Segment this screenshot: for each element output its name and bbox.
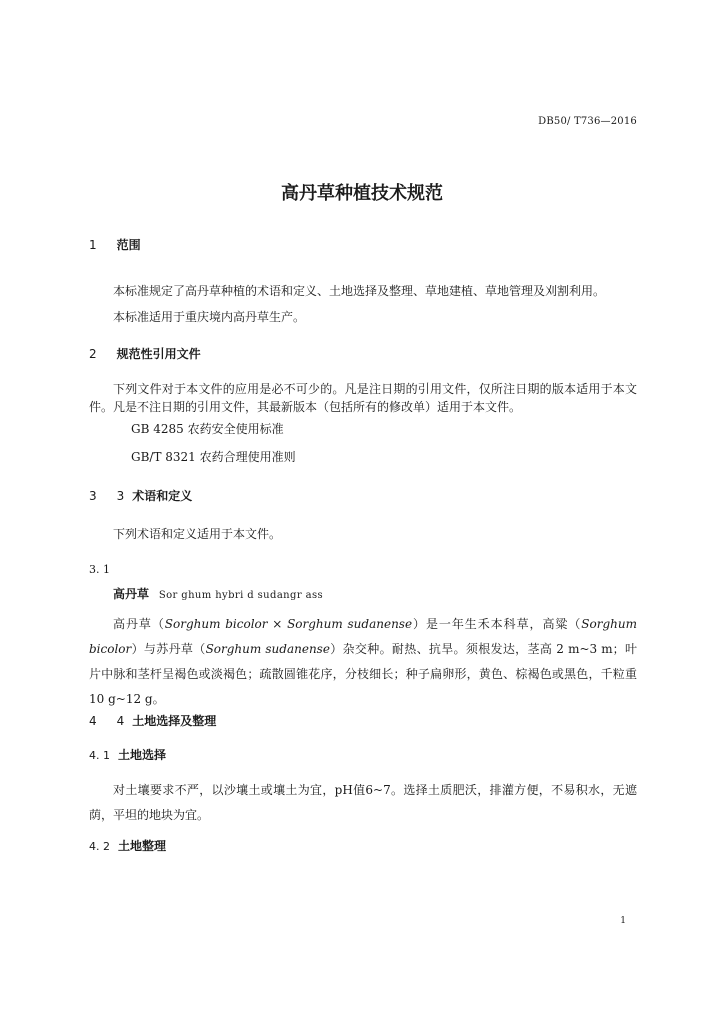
- section-number: 4: [89, 714, 97, 728]
- def-text-1: 高丹草（: [113, 617, 165, 631]
- section-4-heading: [89, 712, 216, 729]
- standard-code: DB50/ T736—2016: [538, 116, 637, 127]
- section-prefix: 4: [116, 714, 125, 728]
- def-latin-3: Sorghum sudanense: [205, 642, 330, 656]
- section-1-paragraph-1: 本标准规定了高丹草种植的术语和定义、土地选择及整理、草地建植、草地管理及刈割利用。: [113, 284, 606, 298]
- reference-gb4285: GB 4285 农药安全使用标准: [131, 422, 284, 436]
- section-1-heading: [89, 236, 141, 253]
- section-title: 术语和定义: [132, 489, 193, 503]
- def-latin-2: Sorghum bicolor: [89, 617, 637, 656]
- def-text-4: ）杂交种。耐热、抗旱。须根发达，茎高 2 m~3 m；叶片中脉和茎杆呈褐色或淡褐色；疏散圆锥花序，分枝细长；种子扁卵形，黄色、棕褐色或黑色，千粒重 10 g~12 g。: [89, 642, 637, 706]
- section-3-paragraph-1: 下列术语和定义适用于本文件。: [113, 527, 282, 541]
- section-prefix: 3: [116, 489, 125, 503]
- section-3-heading: [89, 487, 192, 504]
- section-2-paragraph-1: 下列文件对于本文件的应用是必不可少的。凡是注日期的引用文件，仅所注日期的版本适用于本文件。凡是不注日期的引用文件，其最新版本（包括所有的修改单）适用于本文件。: [89, 382, 637, 414]
- subsection-title: 土地整理: [118, 839, 167, 853]
- reference-gbt8321: GB/T 8321 农药合理使用准则: [131, 450, 296, 464]
- section-1-paragraph-2: 本标准适用于重庆境内高丹草生产。: [113, 310, 306, 324]
- def-latin-1: Sorghum bicolor × Sorghum sudanense: [164, 617, 413, 631]
- subsection-4-2-heading: [89, 837, 166, 854]
- document-title: 高丹草种植技术规范: [281, 183, 443, 204]
- subsection-4-1-paragraph: 对土壤要求不严，以沙壤土或壤土为宜，pH值6~7。选择土质肥沃，排灌方便，不易积水，无遮荫，平坦的地块为宜。: [89, 783, 637, 822]
- section-number: 3: [89, 489, 97, 503]
- section-number: 2: [89, 347, 97, 361]
- section-number: 1: [89, 238, 97, 252]
- def-text-3: ）与苏丹草（: [131, 642, 206, 656]
- term-definition: [89, 612, 637, 712]
- page-number: 1: [620, 916, 626, 926]
- subsection-title: 土地选择: [118, 748, 167, 762]
- subsection-4-1-heading: [89, 746, 166, 763]
- section-2-heading: [89, 345, 201, 362]
- subsection-number: 4. 1: [89, 749, 110, 762]
- section-title: 范围: [116, 238, 141, 252]
- subsection-3-1-number: 3. 1: [89, 563, 110, 576]
- section-title: 规范性引用文件: [116, 347, 201, 361]
- term-en: Sor ghum hybri d sudangr ass: [158, 590, 324, 601]
- term-entry: [113, 585, 323, 602]
- def-text-2: ）是一年生禾本科草，高粱（: [412, 617, 582, 631]
- subsection-number: 4. 2: [89, 840, 110, 853]
- section-title: 土地选择及整理: [132, 714, 217, 728]
- term-zh: 高丹草: [113, 587, 150, 601]
